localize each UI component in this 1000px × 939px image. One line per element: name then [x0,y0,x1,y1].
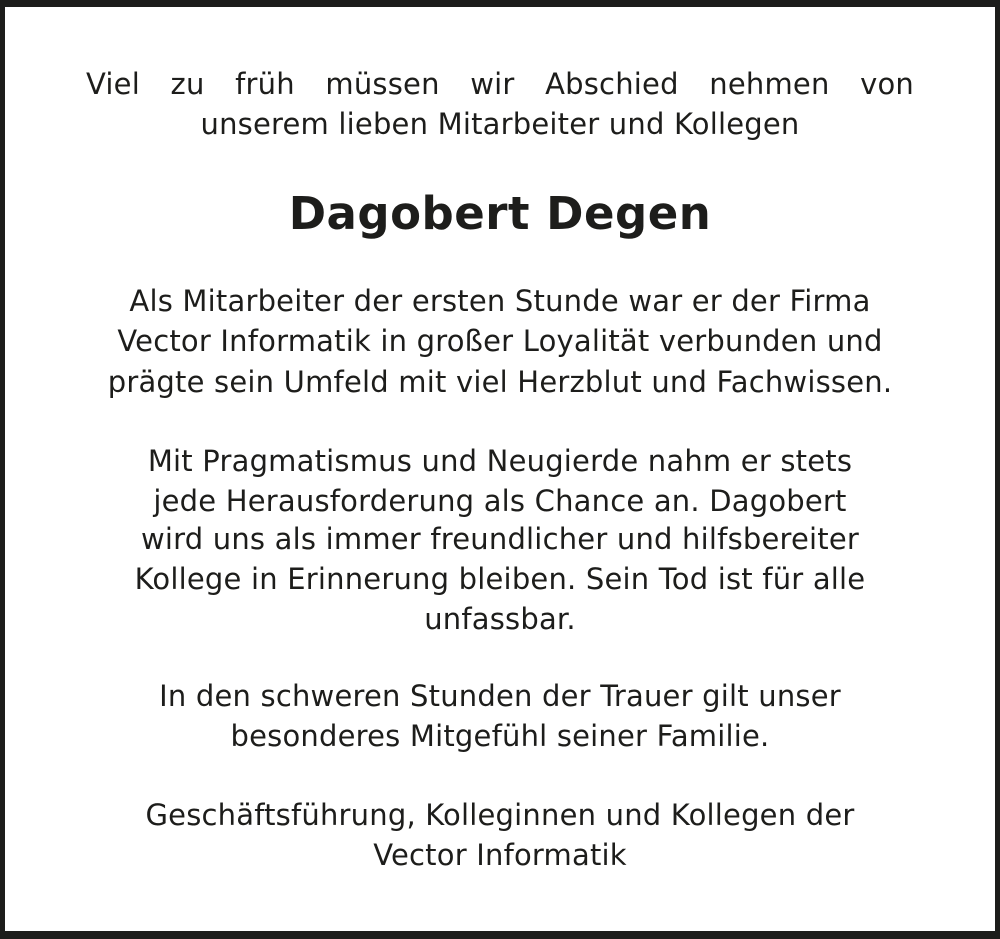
paragraph-line: jede Herausforderung als Chance an. Dagobert [153,484,847,518]
paragraph-line: In den schweren Stunden der Trauer gilt unser [159,679,841,713]
signature-line: Geschäftsführung, Kolleginnen und Kollegen der [145,798,855,832]
paragraph-line: wird uns als immer freundlicher und hilfsbereiter [140,522,860,556]
paragraph-line: besonderes Mitgefühl seiner Familie. [230,719,770,753]
paragraph-line: prägte sein Umfeld mit viel Herzblut und Fachwissen. [107,365,893,399]
paragraph-line: Als Mitarbeiter der ersten Stunde war er der Firma [129,284,871,318]
paragraph-line: unfassbar. [424,602,576,636]
deceased-name: Dagobert Degen [288,187,712,240]
intro-line-1: Viel zu früh müssen wir Abschied nehmen von [86,67,914,101]
signature-line: Vector Informatik [373,838,627,872]
paragraph-line: Mit Pragmatismus und Neugierde nahm er stets [147,444,853,478]
intro-line-2: unserem lieben Mitarbeiter und Kollegen [200,107,800,141]
paragraph-line: Kollege in Erinnerung bleiben. Sein Tod ist für alle [134,562,866,596]
paragraph-line: Vector Informatik in großer Loyalität verbunden und [117,324,883,358]
